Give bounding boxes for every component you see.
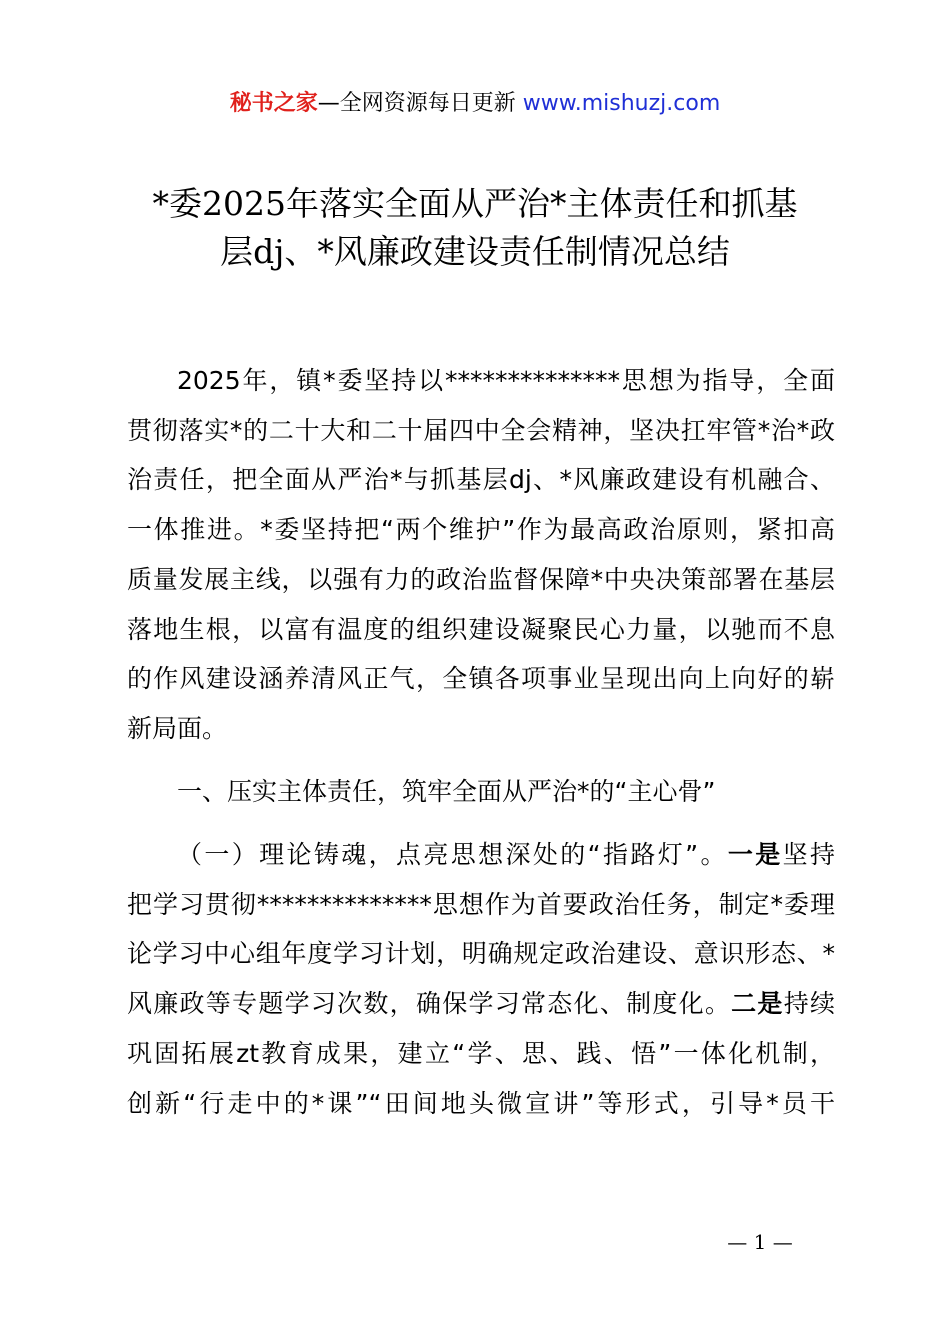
section1-text: 持续 [783,989,835,1019]
section1-line [127,830,835,880]
subheading-1: （一）理论铸魂，点亮思想深处的“指路灯”。 [177,840,728,869]
ordinal-marker: 一是 [727,840,783,869]
section1-text: 风廉政等专题学习次数，确保学习常态化、制度化。 [127,989,732,1019]
document-title-line-1: *委2025年落实全面从严治*主体责任和抓基 [152,184,798,223]
document-title [110,180,840,276]
intro-line: 落地生根，以富有温度的组织建设凝聚民心力量，以驰而不息 [127,614,835,644]
section1-line: 把学习贯彻**************思想作为首要政治任务，制定*委理 [127,889,835,919]
section-heading-1: 一、压实主体责任，筑牢全面从严治*的“主心骨” [177,777,716,806]
intro-line: 一体推进。*委坚持把“两个维护”作为最高政治原则，紧扣高 [127,515,835,545]
intro-line: 质量发展主线，以强有力的政治监督保障*中央决策部署在基层 [127,564,835,594]
section1-text: 坚持 [782,840,835,869]
intro-line: 2025年，镇*委坚持以**************思想为指导，全面 [177,366,835,395]
section1-paragraph [127,830,835,1128]
banner-tagline: —全网资源每日更新 [317,91,516,116]
section1-line: 巩固拓展zt教育成果，建立“学、思、践、悟”一体化机制， [127,1038,835,1068]
ordinal-marker: 二是 [731,989,784,1019]
section1-line: 论学习中心组年度学习计划，明确规定政治建设、意识形态、* [127,939,835,969]
intro-line: 新局面。 [127,713,228,743]
intro-line: 治责任，把全面从严治*与抓基层dj、*风廉政建设有机融合、 [127,465,835,495]
page-number: — 1 — [727,1230,793,1254]
intro-paragraph [127,356,835,754]
intro-line: 贯彻落实*的二十大和二十届四中全会精神，坚决扛牢管*治*政 [127,415,835,445]
document-title-line-2: 层dj、*风廉政建设责任制情况总结 [220,232,730,271]
site-url-link[interactable]: www.mishuzj.com [522,91,721,116]
section1-line [127,979,835,1029]
brand-name: 秘书之家 [229,91,318,116]
site-banner [0,88,950,120]
intro-line: 的作风建设涵养清风正气，全镇各项事业呈现出向上向好的崭 [127,664,835,694]
section1-line: 创新“行走中的*课”“田间地头微宣讲”等形式，引导*员干 [127,1088,835,1118]
